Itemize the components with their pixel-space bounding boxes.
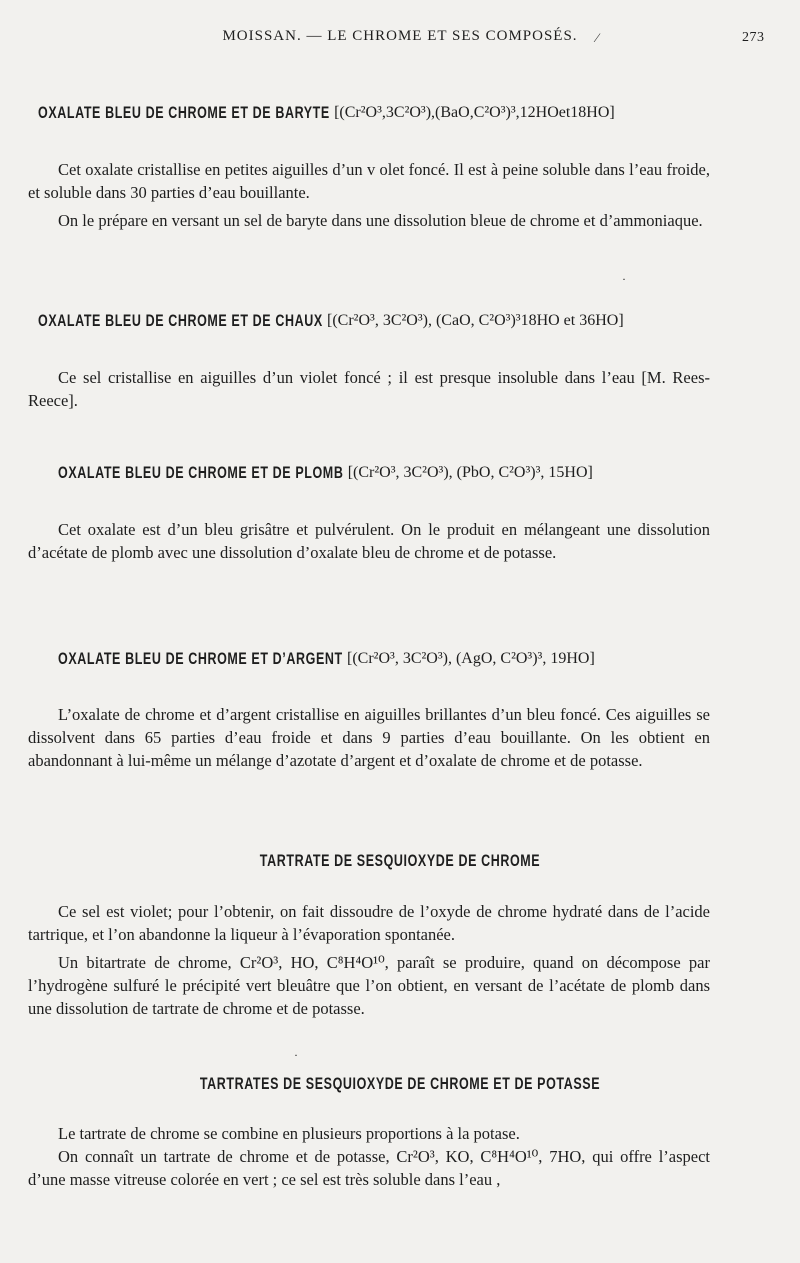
ornament-dot: ·: [294, 1048, 298, 1062]
running-title: MOISSAN. — LE CHROME ET SES COMPOSÉS.: [222, 28, 578, 44]
section-heading: [0, 1073, 800, 1094]
paragraph: Ce sel cristallise en aiguilles d’un violet foncé ; il est presque insoluble dans l’eau [M. Rees-Reece].: [28, 368, 710, 410]
section-heading: [38, 102, 615, 123]
section-heading: [0, 850, 800, 871]
paragraph: Un bitartrate de chrome, Cr²O³, HO, C⁸H⁴O¹⁰, paraît se produire, quand on décompose par l’hydrogène sulfuré le précipité vert bleuâtre que l’on obtient, en versant de l’acétate de plomb dans une dissolution de tartrate de chrome et de potasse.: [28, 953, 710, 1018]
section-heading-formula: [(Cr²O³, 3C²O³), (AgO, C²O³)³, 19HO]: [347, 650, 595, 667]
paragraph: L’oxalate de chrome et d’argent cristallise en aiguilles brillantes d’un bleu foncé. Ces aiguilles se dissolvent dans 65 parties d’eau froide et dans 9 parties d’eau bouillante. On les obtient en abandonnant à lui-même un mélange d’azotate d’argent et d’oxalate de chrome et de potasse.: [28, 705, 710, 770]
section-heading-title: TARTRATE DE SESQUIOXYDE DE CHROME: [259, 851, 541, 871]
paragraph: On le prépare en versant un sel de baryte dans une dissolution bleue de chrome et d’ammoniaque.: [58, 211, 703, 230]
section-heading-formula: [(Cr²O³, 3C²O³), (CaO, C²O³)³18HO et 36HO]: [327, 312, 624, 329]
section-heading: [58, 648, 595, 669]
section-heading-title: OXALATE BLEU DE CHROME ET DE CHAUX: [38, 311, 323, 331]
running-head: [0, 24, 800, 48]
paragraph: Cet oxalate est d’un bleu grisâtre et pulvérulent. On le produit en mélangeant une dissolution d’acétate de plomb avec une dissolution d’oxalate bleu de chrome et de potasse.: [28, 520, 710, 562]
paragraph: On connaît un tartrate de chrome et de potasse, Cr²O³, KO, C⁸H⁴O¹⁰, 7HO, qui offre l’aspect d’une masse vitreuse colorée en vert ; ce sel est très soluble dans l’eau ,: [28, 1147, 710, 1189]
section-heading-formula: [(Cr²O³, 3C²O³), (PbO, C²O³)³, 15HO]: [347, 464, 593, 481]
section-heading-title: OXALATE BLEU DE CHROME ET DE PLOMB: [58, 463, 344, 483]
ornament-dot: ·: [622, 272, 626, 286]
section-heading-title: TARTRATES DE SESQUIOXYDE DE CHROME ET DE POTASSE: [199, 1074, 601, 1094]
stray-mark: ⁄: [596, 30, 599, 45]
paragraph: Le tartrate de chrome se combine en plusieurs proportions à la potase.: [58, 1124, 520, 1143]
paragraph: Ce sel est violet; pour l’obtenir, on fait dissoudre de l’oxyde de chrome hydraté dans de l’acide tartrique, et l’on abandonne la liqueur à l’évaporation spontanée.: [28, 902, 710, 944]
section-heading-title: OXALATE BLEU DE CHROME ET DE BARYTE: [38, 103, 330, 123]
paragraph: Cet oxalate cristallise en petites aiguilles d’un v olet foncé. Il est à peine soluble dans l’eau froide, et soluble dans 30 parties d’eau bouillante.: [28, 160, 710, 202]
page-number: 273: [742, 30, 765, 45]
section-heading-formula: [(Cr²O³,3C²O³),(BaO,C²O³)³,12HOet18HO]: [334, 104, 615, 121]
section-heading: [38, 310, 624, 331]
section-heading: [58, 462, 593, 483]
section-heading-title: OXALATE BLEU DE CHROME ET D’ARGENT: [58, 649, 343, 669]
